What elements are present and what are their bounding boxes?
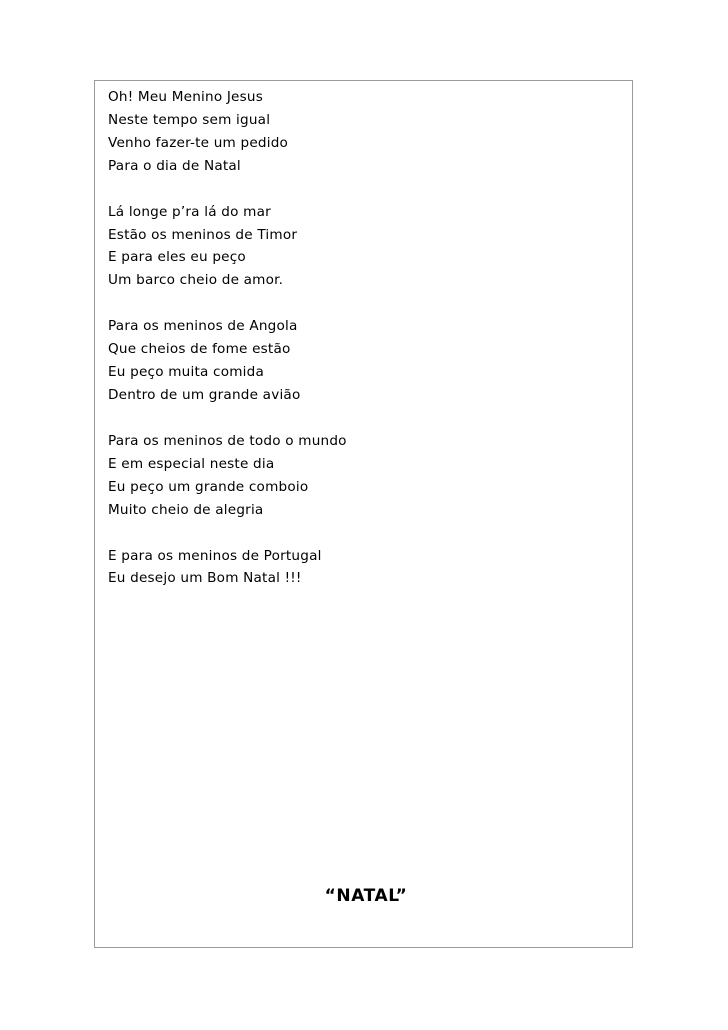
poem-line: E para os meninos de Portugal — [108, 547, 322, 564]
poem — [108, 86, 628, 613]
poem-line: Um barco cheio de amor. — [108, 272, 284, 289]
poem-line: Eu desejo um Bom Natal !!! — [108, 570, 302, 587]
poem-line: Venho fazer-te um pedido — [108, 134, 289, 151]
poem-line: E para eles eu peço — [108, 249, 246, 266]
poem-title: “NATAL” — [324, 886, 408, 906]
stanza-2 — [108, 201, 628, 293]
poem-line: Neste tempo sem igual — [108, 111, 271, 128]
poem-line: Eu peço muita comida — [108, 364, 265, 381]
poem-line: Que cheios de fome estão — [108, 341, 291, 358]
stanza-1 — [108, 86, 628, 178]
poem-line: Para os meninos de Angola — [108, 318, 298, 335]
stanza-4 — [108, 430, 628, 522]
poem-line: Muito cheio de alegria — [108, 501, 264, 518]
poem-line: Estão os meninos de Timor — [108, 226, 298, 243]
stanza-3 — [108, 315, 628, 407]
poem-line: Oh! Meu Menino Jesus — [108, 89, 264, 105]
poem-line: Para os meninos de todo o mundo — [108, 432, 347, 449]
poem-line: E em especial neste dia — [108, 455, 275, 472]
poem-line: Lá longe p’ra lá do mar — [108, 203, 271, 220]
poem-line: Para o dia de Natal — [108, 157, 241, 174]
poem-line: Eu peço um grande comboio — [108, 478, 309, 495]
poem-line: Dentro de um grande avião — [108, 386, 301, 403]
stanza-5 — [108, 545, 628, 591]
